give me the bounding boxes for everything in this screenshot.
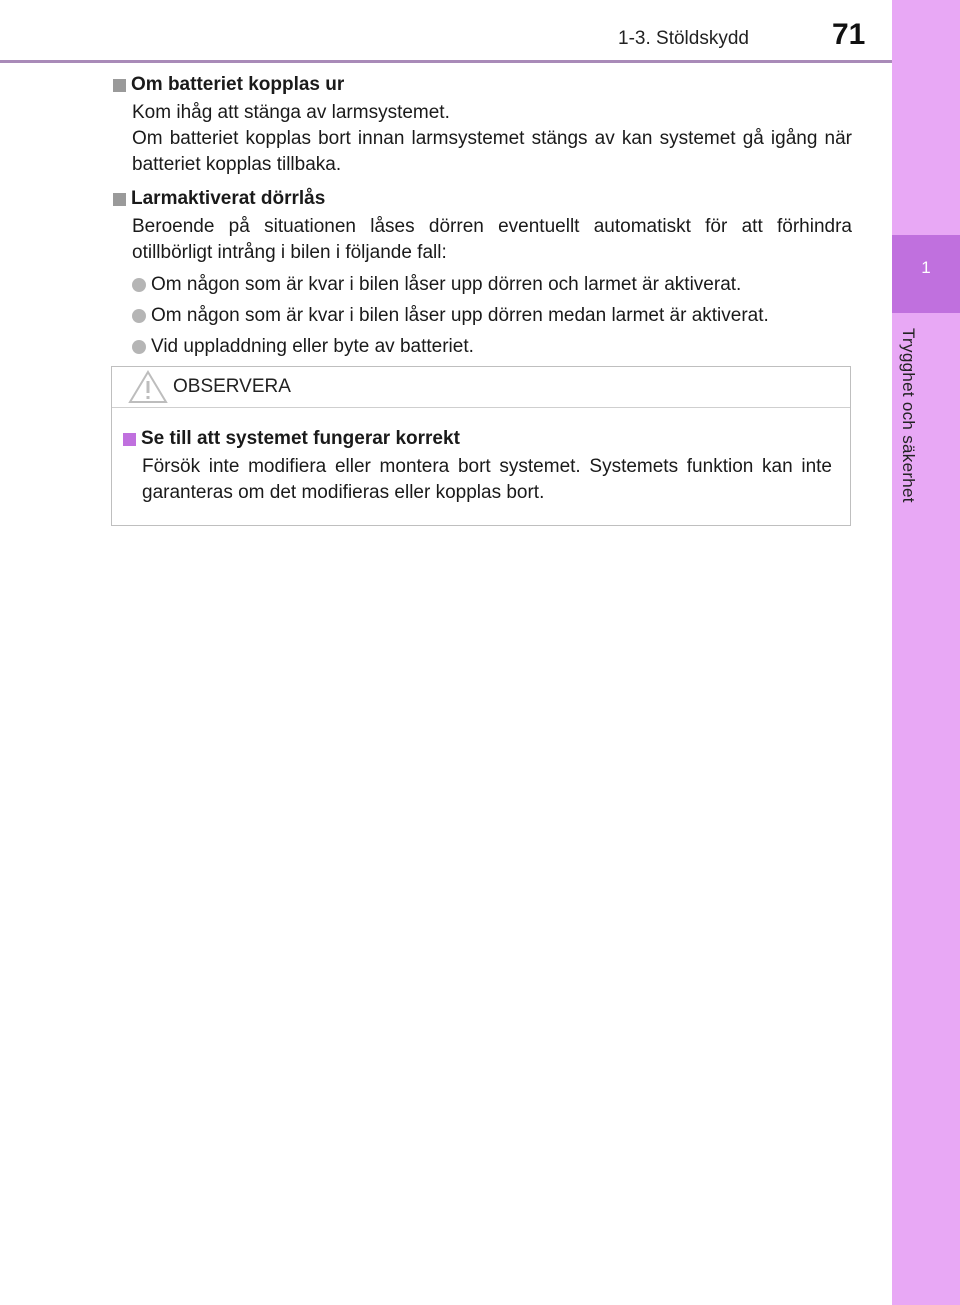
chapter-sidebar xyxy=(892,0,960,1305)
caution-box xyxy=(111,366,851,526)
square-bullet-icon xyxy=(113,79,126,92)
list-item-text: Vid uppladdning eller byte av batteriet. xyxy=(151,336,474,357)
list-item xyxy=(132,272,852,298)
square-bullet-icon xyxy=(123,433,136,446)
round-bullet-icon xyxy=(132,340,146,354)
list-item xyxy=(132,334,852,360)
round-bullet-icon xyxy=(132,309,146,323)
round-bullet-icon xyxy=(132,278,146,292)
header-rule xyxy=(0,60,892,63)
heading-text: Om batteriet kopplas ur xyxy=(131,74,345,95)
chapter-tab-number: 1 xyxy=(921,258,931,277)
chapter-label: Trygghet och säkerhet xyxy=(899,328,918,503)
paragraph: Om batteriet kopplas bort innan larmsystemet stängs av kan systemet gå igång när batteriet kopplas tillbaka. xyxy=(132,128,852,175)
caution-header xyxy=(112,367,850,408)
paragraph: Beroende på situationen låses dörren eventuellt automatiskt för att förhindra otillbörligt intrång i bilen i följande fall: xyxy=(132,216,852,263)
main-content xyxy=(110,72,852,365)
section-title: 1-3. Stöldskydd xyxy=(618,28,749,49)
heading-text: Larmaktiverat dörrlås xyxy=(131,188,326,209)
list-item xyxy=(132,303,852,329)
caution-heading xyxy=(120,426,832,452)
caution-title: OBSERVERA xyxy=(173,376,291,397)
section-heading xyxy=(110,72,852,98)
caution-text: Försök inte modifiera eller montera bort systemet. Systemets funktion kan inte garanteras om det modifieras eller kopplas bort. xyxy=(142,456,832,503)
caution-body xyxy=(112,408,850,506)
heading-text: Se till att systemet fungerar korrekt xyxy=(141,428,460,449)
list-item-text: Om någon som är kvar i bilen låser upp dörren och larmet är aktiverat. xyxy=(151,274,742,295)
paragraph: Kom ihåg att stänga av larmsystemet. xyxy=(132,102,450,123)
warning-triangle-icon xyxy=(128,370,168,404)
square-bullet-icon xyxy=(113,193,126,206)
section-heading xyxy=(110,186,852,212)
list-item-text: Om någon som är kvar i bilen låser upp dörren medan larmet är aktiverat. xyxy=(151,305,769,326)
page-number: 71 xyxy=(832,18,866,51)
